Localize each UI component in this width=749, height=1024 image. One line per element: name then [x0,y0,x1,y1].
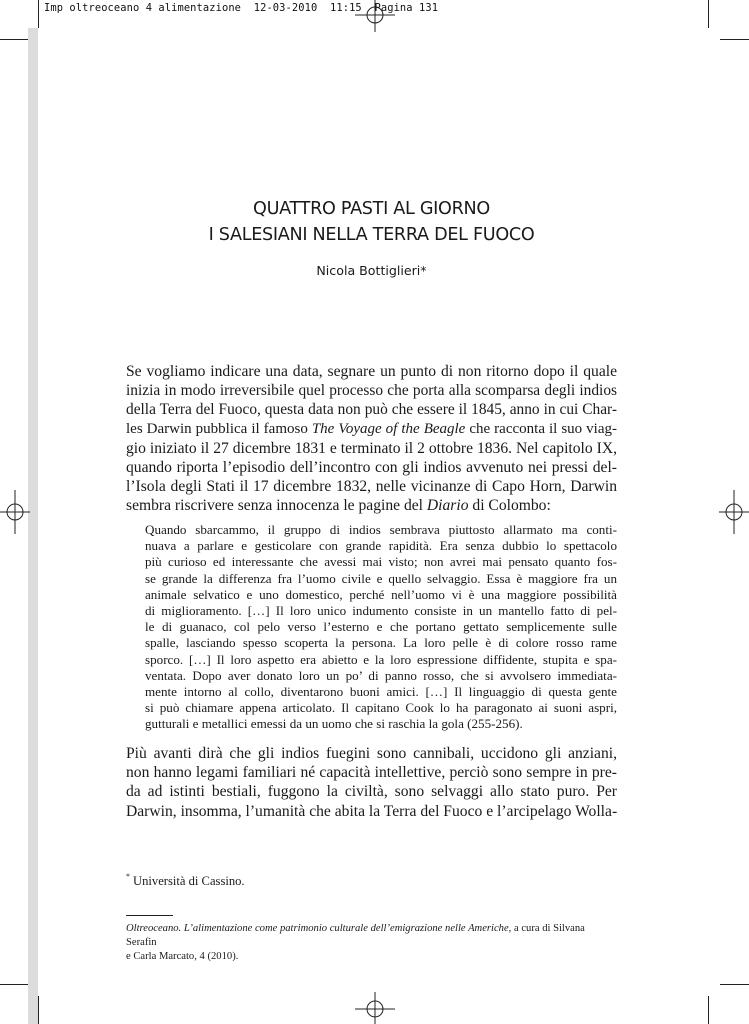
block-quote [145,522,617,733]
quote-line: animale selvatico e uno domestico, perché nell’uomo vi è una maggiore possibilità [145,586,617,602]
text-line: Più avanti dirà che gli indios fuegini sono cannibali, uccidono gli anziani, [126,745,617,762]
registration-mark-top [355,0,395,32]
crop-mark-top-left-v [38,0,39,28]
source-citation [126,922,617,964]
print-slug-line: Imp oltreoceano 4 alimentazione 12-03-2010 11:15 Pagina 131 [44,2,439,14]
crop-mark-top-left-h [0,39,28,40]
quote-line: se grande la differenza fra l’uomo civile e quello selvaggio. Essa è maggiore fra un [145,570,617,586]
registration-mark-left [0,490,30,534]
registration-mark-right [719,490,749,534]
footnote [126,872,245,889]
quote-line: di miglioramento. […] Il loro unico indumento consiste in un mantello fatto di pel- [145,603,617,619]
quote-line: si può chiamare appena articolato. Il capitano Cook lo ha paragonato ai suoni aspri, [145,700,617,716]
source-separator-rule [126,915,173,916]
body-paragraph-2 [126,744,617,821]
text-line: l’Isola degli Stati il 17 dicembre 1832, nelle vicinanze di Capo Horn, Darwin [126,478,617,496]
text-line: inizia in modo irreversibile quel processo che porta alla scomparsa degli indios [126,382,617,400]
quote-line: nuava a parlare e gesticolare con grande rapidità. Era senza dubbio lo spettacolo [145,538,617,554]
crop-mark-top-right-h [720,39,749,40]
quote-line: più curioso ed interessante che avessi mai visto; non avrei mai pensato quanto fos- [145,554,617,570]
text-line: les Darwin pubblica il famoso The Voyage of the Beagle che racconta il suo viag- [126,420,617,437]
source-editors: , a cura di Silvana Serafin [126,923,585,948]
quote-line: spalle, lasciando spesso scoperta la persona. La loro pelle è di colore rosso rame [145,635,617,651]
text-line: della Terra del Fuoco, questa data non può che essere il 1845, anno in cui Char- [126,401,617,419]
footnote-marker: * [126,872,130,881]
source-issue: e Carla Marcato, 4 (2010). [126,951,239,962]
footnote-text: Università di Cassino. [133,874,245,888]
crop-mark-bottom-right-v [708,996,709,1024]
body-paragraph-1 [126,362,617,516]
quote-line: Quando sbarcammo, il gruppo di indios sembrava piuttosto allarmato ma conti- [145,522,617,537]
text-line: gio iniziato il 27 dicembre 1831 e terminato il 2 ottobre 1836. Nel capitolo IX, [126,439,617,457]
text-line: Darwin, insomma, l’umanità che abita la Terra del Fuoco e l’arcipelago Wolla- [126,802,618,820]
article-title-line-1: QUATTRO PASTI AL GIORNO [253,199,490,219]
author-name: Nicola Bottiglieri* [316,263,427,278]
registration-mark-bottom [355,992,395,1024]
text-line: quando riporta l’episodio dell’incontro con gli indios avvenuto nei pressi del- [126,459,617,477]
text-line: Se vogliamo indicare una data, segnare un punto di non ritorno dopo il quale [126,363,617,380]
quote-line: sporco. […] Il loro aspetto era abietto e la loro espressione diffidente, stupita e spa- [145,651,617,667]
text-line: sembra riscrivere senza innocenza le pagine del Diario di Colombo: [126,497,551,515]
crop-mark-bottom-left-v [38,996,39,1024]
crop-mark-bottom-left-h [0,984,28,985]
text-line: da ad istinti bestiali, fuggono la civiltà, sono selvaggi allo stato puro. Per [126,783,617,801]
quote-line: ventata. Dopo aver donato loro un po’ di panno rosso, che si avvolsero immediata- [145,667,617,683]
crop-mark-top-right-v [708,0,709,28]
quote-line: gutturali e metallici emessi da un uomo che si raschia la gola (255-256). [145,716,523,732]
crop-mark-bottom-right-h [720,984,749,985]
quote-line: mente intorno al collo, diventarono buoni amici. […] Il linguaggio di questa gente [145,684,617,700]
article-title-line-2: I SALESIANI NELLA TERRA DEL FUOCO [208,225,535,245]
quote-line: le di guanaco, col pelo verso l’esterno e che portano gettato semplicemente sulle [145,619,617,635]
source-journal-title: Oltreoceano. L’alimentazione come patrimonio culturale dell’emigrazione nelle Americhe [126,923,509,934]
text-line: non hanno legami familiari né capacità intellettive, perciò sono sempre in pre- [126,764,617,782]
